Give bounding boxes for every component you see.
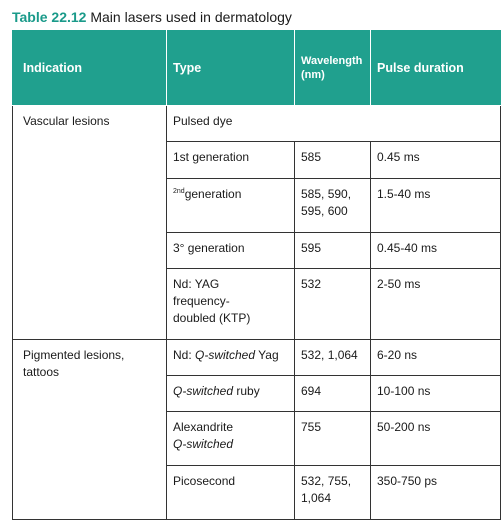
- type-italic: Q-switched: [195, 348, 256, 362]
- pulse-cell: 0.45-40 ms: [371, 233, 501, 269]
- table-header-row: [13, 31, 501, 106]
- type-tail: Yag: [255, 348, 279, 362]
- pulse-cell: 6-20 ns: [371, 340, 501, 376]
- type-cell: 1st generation: [167, 142, 295, 179]
- pulse-cell: 350-750 ps: [371, 466, 501, 520]
- type-cell: Picosecond: [167, 466, 295, 520]
- pulse-cell: 50-200 ns: [371, 412, 501, 466]
- type-cell: [167, 269, 295, 340]
- type-cell: [167, 179, 295, 233]
- wavelength-cell: 532, 1,064: [295, 340, 371, 376]
- subheader-cell-pulsed-dye: Pulsed dye: [167, 106, 501, 142]
- wavelength-line1: 532, 755,: [301, 474, 352, 488]
- header-type: Type: [167, 31, 295, 106]
- wavelength-cell: [295, 466, 371, 520]
- wavelength-line1: 585, 590,: [301, 187, 352, 201]
- type-superscript: 2nd: [173, 188, 185, 195]
- pulse-cell: 2-50 ms: [371, 269, 501, 340]
- wavelength-line2: 595, 600: [301, 204, 348, 218]
- wavelength-cell: [295, 179, 371, 233]
- header-wavelength-line1: Wavelength: [301, 55, 363, 67]
- table-row: [13, 340, 501, 376]
- type-cell: [167, 376, 295, 412]
- indication-cell-pigmented: Pigmented lesions, tattoos: [13, 340, 167, 520]
- type-line1: Nd: YAG: [173, 277, 220, 291]
- type-plain: Nd:: [173, 348, 196, 362]
- wavelength-cell: 755: [295, 412, 371, 466]
- table-title: Main lasers used in dermatology: [90, 9, 292, 25]
- wavelength-cell: 595: [295, 233, 371, 269]
- type-cell: 3° generation: [167, 233, 295, 269]
- type-italic: Q-switched: [173, 437, 234, 451]
- type-line1: Alexandrite: [173, 420, 234, 434]
- pulse-cell: 0.45 ms: [371, 142, 501, 179]
- type-cell: [167, 412, 295, 466]
- pulse-cell: 1.5-40 ms: [371, 179, 501, 233]
- table-row: [13, 106, 501, 142]
- type-italic: Q-switched: [173, 384, 234, 398]
- wavelength-cell: 585: [295, 142, 371, 179]
- type-cell: [167, 340, 295, 376]
- type-line2: frequency-: [173, 294, 230, 308]
- table-caption: [12, 8, 292, 26]
- header-wavelength-line2: (nm): [301, 69, 325, 81]
- table-number: Table 22.12: [12, 9, 87, 25]
- type-line3: doubled (KTP): [173, 311, 251, 325]
- pulse-cell: 10-100 ns: [371, 376, 501, 412]
- header-pulse-duration: Pulse duration: [371, 31, 501, 106]
- wavelength-cell: 694: [295, 376, 371, 412]
- wavelength-line2: 1,064: [301, 491, 332, 505]
- header-wavelength: [295, 31, 371, 106]
- type-text: generation: [184, 187, 242, 201]
- header-indication: Indication: [13, 31, 167, 106]
- type-tail: ruby: [233, 384, 260, 398]
- lasers-table: [12, 30, 501, 520]
- wavelength-cell: 532: [295, 269, 371, 340]
- indication-cell-vascular: Vascular lesions: [13, 106, 167, 340]
